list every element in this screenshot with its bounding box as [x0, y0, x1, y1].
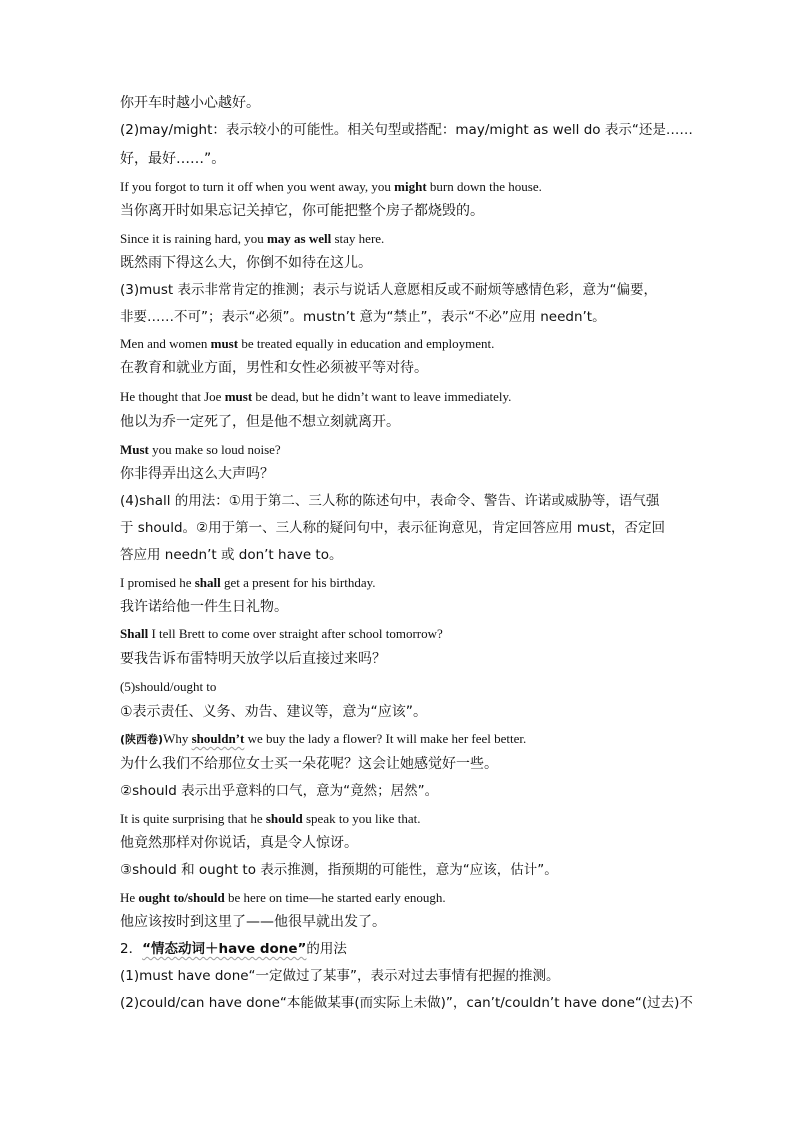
example-translation-zh: 你非得弄出这么大声吗？ — [120, 466, 274, 482]
text-line — [120, 785, 438, 799]
text-segment: I promised he — [120, 575, 195, 590]
text-segment: He — [120, 890, 139, 905]
example-translation-zh: 既然雨下得这么大，你倒不如待在这儿。 — [120, 255, 372, 271]
keyword: might — [394, 179, 427, 194]
keyword: must — [210, 336, 239, 351]
text-segment: be treated equally in education and employment. — [238, 336, 495, 351]
keyword: may as well — [266, 231, 332, 246]
text-segment: Since it is raining hard, you — [120, 231, 267, 246]
text-segment: stay here. — [331, 231, 385, 246]
example-sentence-en — [120, 390, 511, 403]
section-heading — [120, 943, 347, 957]
text-line-content: ③should 和 ought to 表示推测，指预期的可能性，意为“应该，估计”。 — [120, 862, 558, 878]
text-segment: If you forgot to turn it off when you went away, you — [120, 179, 395, 194]
example-sentence-en — [120, 443, 281, 456]
text-segment: get a present for his birthday. — [220, 575, 376, 590]
example-sentence-en — [120, 180, 542, 193]
text-line — [120, 284, 657, 298]
text-line — [120, 495, 659, 509]
example-sentence-en — [120, 627, 443, 640]
text-segment: Men and women — [120, 336, 211, 351]
text-line — [120, 124, 693, 138]
keyword: ought to/should — [138, 890, 225, 905]
text-line-content: 非要……不可”；表示“必须”。mustn’t 意为“禁止”，表示“不必”应用 needn’t。 — [120, 309, 606, 325]
text-line-content: 答应用 needn’t 或 don’t have to。 — [120, 547, 343, 563]
text-line-content: (2)could/can have done“本能做某事(而实际上未做)”，can’t/couldn’t have done“(过去)不 — [120, 995, 693, 1011]
example-sentence-en — [120, 337, 494, 350]
text-segment: be dead, but he didn’t want to leave immediately. — [252, 389, 512, 404]
example-sentence-en — [120, 891, 446, 904]
text-segment: Why — [163, 731, 192, 746]
text-line — [120, 864, 558, 878]
keyword: should — [265, 811, 303, 826]
text-line-content: (4)shall 的用法：①用于第二、三人称的陈述句中，表命令、警告、许诺或威胁等，语气强 — [120, 493, 660, 509]
keyword: shall — [194, 575, 221, 590]
section-number: 2． — [120, 941, 143, 957]
text-line — [120, 970, 560, 984]
text-line: ①表示责任、义务、劝告、建议等，意为“应该”。 — [120, 704, 428, 720]
text-line — [120, 311, 606, 325]
text-line-content: (1)must have done“一定做过了某事”，表示对过去事情有把握的推测。 — [120, 968, 560, 984]
section-heading: (5)should/ought to — [120, 679, 217, 694]
example-translation-zh: 当你离开时如果忘记关掉它，你可能把整个房子都烧毁的。 — [120, 203, 484, 219]
keyword: must — [224, 389, 253, 404]
section-title: “情态动词＋have done” — [142, 941, 307, 957]
keyword: Must — [120, 442, 149, 457]
text-segment: we buy the lady a flower? It will make her feel better. — [244, 731, 527, 746]
text-segment: speak to you like that. — [302, 811, 421, 826]
example-sentence-en — [120, 732, 526, 745]
example-sentence-en — [120, 576, 376, 589]
text-segment: 的用法 — [306, 941, 347, 957]
example-sentence-en — [120, 812, 420, 825]
text-segment: be here on time—he started early enough. — [224, 890, 446, 905]
text-line-content: (3)must 表示非常肯定的推测；表示与说话人意愿相反或不耐烦等感情色彩，意为“偏要， — [120, 282, 657, 298]
text-segment: It is quite surprising that he — [120, 811, 266, 826]
text-line-content: (2)may/might：表示较小的可能性。相关句型或搭配：may/might as well do 表示“还是…… — [120, 122, 693, 138]
keyword: Shall — [120, 626, 149, 641]
text-segment: He thought that Joe — [120, 389, 225, 404]
example-translation-zh: 要我告诉布雷特明天放学以后直接过来吗？ — [120, 651, 386, 667]
text-line: 你开车时越小心越好。 — [120, 95, 260, 111]
text-segment: I tell Brett to come over straight after school tomorrow? — [148, 626, 443, 641]
example-sentence-en — [120, 232, 384, 245]
example-translation-zh: 为什么我们不给那位女士买一朵花呢？这会让她感觉好一些。 — [120, 756, 498, 772]
text-line-content: ②should 表示出乎意料的口气，意为“竟然；居然”。 — [120, 783, 439, 799]
text-segment: burn down the house. — [426, 179, 542, 194]
example-translation-zh: 我许诺给他一件生日礼物。 — [120, 599, 288, 615]
text-segment: you make so loud noise? — [148, 442, 281, 457]
example-translation-zh: 他应该按时到这里了——他很早就出发了。 — [120, 914, 386, 930]
keyword: shouldn’t — [191, 731, 245, 746]
text-line — [120, 522, 665, 536]
text-line: 好，最好……”。 — [120, 151, 226, 167]
example-translation-zh: 他以为乔一定死了，但是他不想立刻就离开。 — [120, 414, 400, 430]
example-translation-zh: 他竟然那样对你说话，真是令人惊讶。 — [120, 835, 358, 851]
text-line-content: 于 should。②用于第一、三人称的疑问句中，表示征询意见，肯定回答应用 must，否定回 — [120, 520, 665, 536]
text-line — [120, 997, 693, 1011]
example-translation-zh: 在教育和就业方面，男性和女性必须被平等对待。 — [120, 360, 428, 376]
text-line — [120, 549, 342, 563]
source-tag: (陕西卷) — [120, 733, 164, 746]
